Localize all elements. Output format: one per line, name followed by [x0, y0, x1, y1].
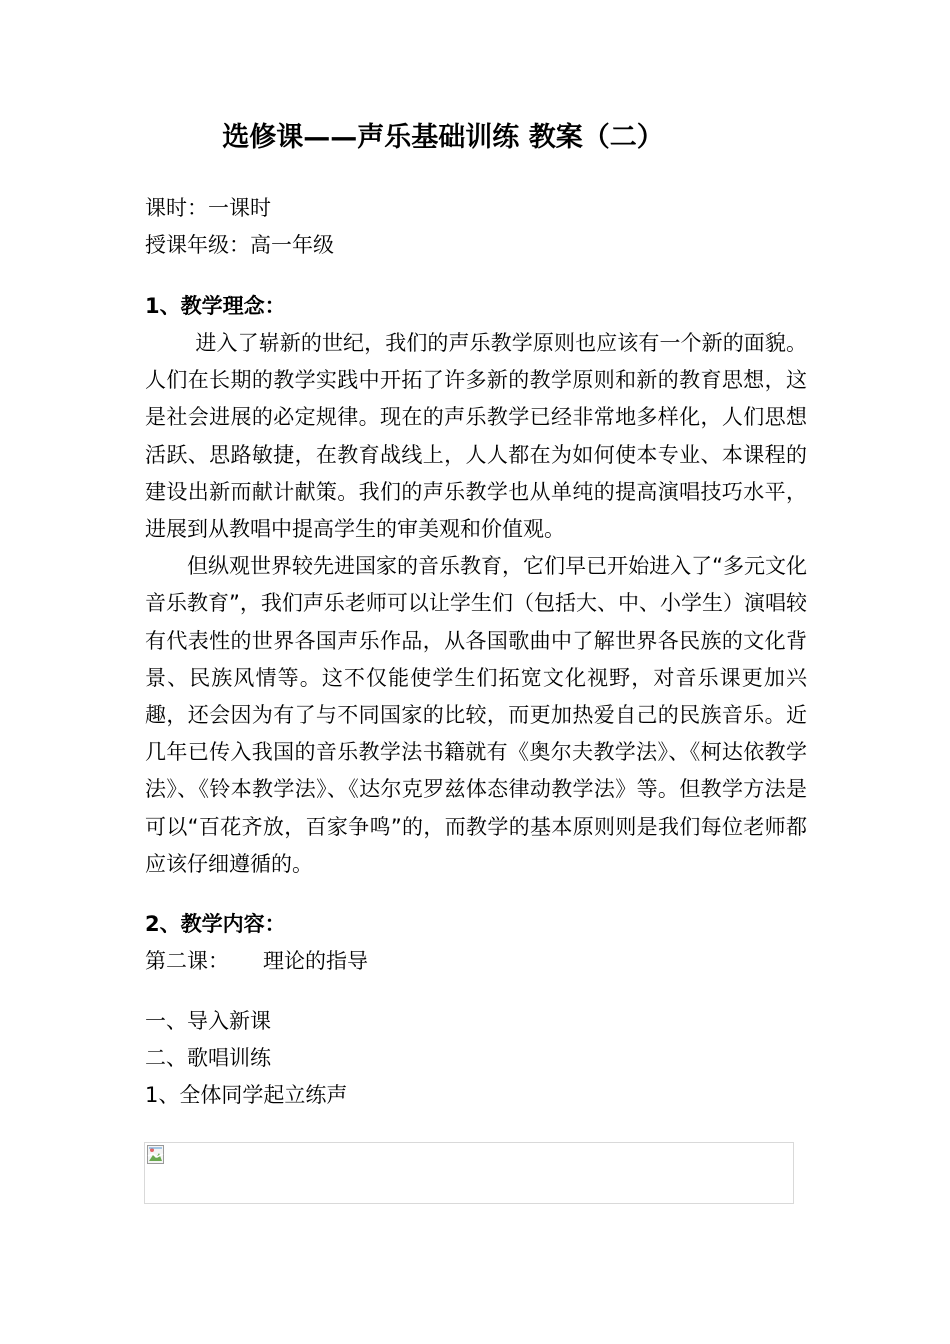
- list-item: 二、歌唱训练: [145, 1046, 271, 1071]
- image-placeholder: [144, 1142, 794, 1204]
- document-title: 选修课——声乐基础训练 教案（二）: [222, 122, 664, 153]
- lesson-line: [145, 943, 807, 980]
- lesson-label: 第二课：: [145, 949, 229, 974]
- broken-image-icon: [147, 1145, 164, 1164]
- lesson-title: 理论的指导: [263, 949, 368, 974]
- document-body: [145, 190, 807, 1114]
- paragraph-philosophy-1: 进入了崭新的世纪，我们的声乐教学原则也应该有一个新的面貌。人们在长期的教学实践中开拓了许多新的教学原则和新的教育思想，这是社会进展的必定规律。现在的声乐教学已经非常地多样化，人们思想活跃、思路敏捷，在教育战线上，人人都在为如何使本专业、本课程的建设出新而献计献策。我们的声乐教学也从单纯的提高演唱技巧水平，进展到从教唱中提高学生的审美观和价值观。: [145, 331, 807, 542]
- grade-level: 授课年级：高一年级: [145, 233, 334, 257]
- paragraph-philosophy-2: 但纵观世界较先进国家的音乐教育，它们早已开始进入了“多元文化音乐教育”，我们声乐老师可以让学生们（包括大、中、小学生）演唱较有代表性的世界各国声乐作品，从各国歌曲中了解世界各民族的文化背景、民族风情等。这不仅能使学生们拓宽文化视野，对音乐课更加兴趣，还会因为有了与不同国家的比较，而更加热爱自己的民族音乐。近几年已传入我国的音乐教学法书籍就有《奥尔夫教学法》、《柯达依教学法》、《铃本教学法》、《达尔克罗兹体态律动教学法》等。但教学方法是可以“百花齐放，百家争鸣”的，而教学的基本原则则是我们每位老师都应该仔细遵循的。: [145, 554, 807, 876]
- class-hours: 课时：一课时: [145, 196, 271, 220]
- list-item: 1、全体同学起立练声: [145, 1083, 348, 1108]
- section-heading-philosophy: 1、教学理念：: [145, 294, 286, 318]
- section-heading-content: 2、教学内容：: [145, 912, 286, 937]
- list-item: 一、导入新课: [145, 1009, 271, 1034]
